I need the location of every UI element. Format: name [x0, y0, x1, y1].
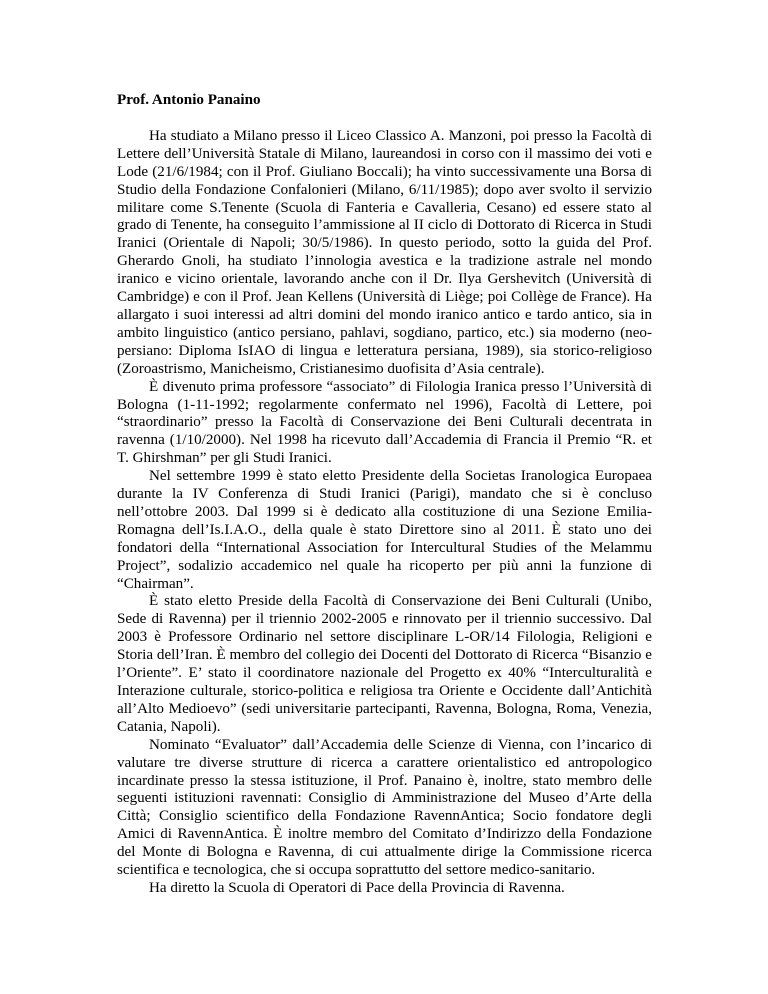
paragraph-scuola-pace: Ha diretto la Scuola di Operatori di Pace della Provincia di Ravenna. — [149, 879, 565, 896]
paragraph-education: Ha studiato a Milano presso il Liceo Classico A. Manzoni, poi presso la Facoltà di Lettere dell’Università Statale di Milano, laureandosi in corso con il massimo dei voti e Lode (21/6/1984; con il Prof. Giuliano Boccali); ha vinto successivamente una Borsa di Studio della Fondazione Confalonieri (Milano, 6/11/1985); dopo aver svolto il servizio militare come S.Tenente (Scuola di Fanteria e Cavalleria, Cesano) ed essere stato al grado di Tenente, ha conseguito l’ammissione al II ciclo di Dottorato di Ricerca in Studi Iranici (Orientale di Napoli; 30/5/1986). In questo periodo, sotto la guida del Prof. Gherardo Gnoli, ha studiato l’innologia avestica e la tradizione astrale nel mondo iranico e vicino orientale, lavorando anche con il Dr. Ilya Gershevitch (Università di Cambridge) e con il Prof. Jean Kellens (Università di Liège; poi Collège de France). Ha allargato i suoi interessi ad altri domini del mondo iranico antico e tardo antico, sia in ambito linguistico (antico persiano, pahlavi, sogdiano, partico, etc.) sia moderno (neo-persiano: Diploma IsIAO di lingua e letteratura persiana, 1989), sia storico-religioso (Zoroastrismo, Manicheismo, Cristianesimo duofisita d’Asia centrale). — [117, 127, 652, 377]
paragraph-evaluator: Nominato “Evaluator” dall’Accademia delle Scienze di Vienna, con l’incarico di valutare tre diverse strutture di ricerca a carattere orientalistico ed antropologico incardinate presso la stessa istituzione, il Prof. Panaino è, inoltre, stato membro delle seguenti istituzioni ravennati: Consiglio di Amministrazione del Museo d’Arte della Città; Consiglio scientifico della Fondazione RavennAntica; Socio fondatore degli Amici di RavennAntica. È inoltre membro del Comitato d’Indirizzo della Fondazione del Monte di Bologna e Ravenna, di cui attualmente dirige la Commissione ricerca scientifica e tecnologica, che si occupa soprattutto del settore medico-sanitario. — [117, 736, 652, 879]
document-page — [117, 92, 652, 898]
paragraph-societas-iranologica: Nel settembre 1999 è stato eletto Presidente della Societas Iranologica Europaea durante la IV Conferenza di Studi Iranici (Parigi), mandato che si è concluso nell’ottobre 2003. Dal 1999 si è dedicato alla costituzione di una Sezione Emilia-Romagna dell’Is.I.A.O., della quale è stato Direttore sino al 2011. È stato uno dei fondatori della “International Association for Intercultural Studies of the Melammu Project”, sodalizio accademico nel quale ha ricoperto per più anni la funzione di “Chairman”. — [117, 468, 652, 592]
paragraph-professorship: È divenuto prima professore “associato” di Filologia Iranica presso l’Università di Bologna (1-11-1992; regolarmente confermato nel 1996), Facoltà di Lettere, poi “straordinario” presso la Facoltà di Conservazione dei Beni Culturali decentrata in ravenna (1/10/2000). Nel 1998 ha ricevuto dall’Accademia di Francia il Premio “R. et T. Ghirshman” per gli Studi Iranici. — [117, 378, 652, 467]
document-title: Prof. Antonio Panaino — [117, 92, 261, 108]
paragraph-preside: È stato eletto Preside della Facoltà di Conservazione dei Beni Culturali (Unibo, Sede di Ravenna) per il triennio 2002-2005 e rinnovato per il triennio successivo. Dal 2003 è Professore Ordinario nel settore disciplinare L-OR/14 Filologia, Religioni e Storia dell’Iran. È membro del collegio dei Docenti del Dottorato di Ricerca “Bisanzio e l’Oriente”. E’ stato il coordinatore nazionale del Progetto ex 40% “Interculturalità e Interazione culturale, storico-politica e religiosa tra Oriente e Occidente dall’Antichità all’Alto Medioevo” (sedi universitarie partecipanti, Ravenna, Bologna, Roma, Venezia, Catania, Napoli). — [117, 593, 652, 735]
